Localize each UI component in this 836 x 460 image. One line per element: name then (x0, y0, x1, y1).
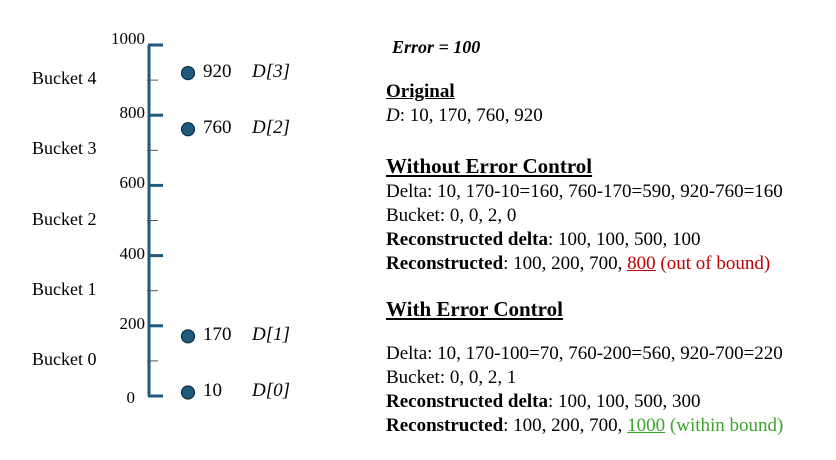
with-delta: Delta: 10, 170-100=70, 760-200=560, 920-700=220 (386, 343, 783, 364)
with-bucket: Bucket: 0, 0, 2, 1 (386, 367, 517, 388)
original-line (386, 105, 543, 127)
tick-label: 600 (119, 173, 145, 193)
point-value-label: 10 (203, 380, 222, 402)
point-name-label: D[3] (252, 61, 291, 83)
tick-label: 400 (119, 243, 145, 263)
recon-delta-label: Reconstructed delta (386, 391, 548, 412)
data-point (182, 123, 195, 136)
without-reconstructed-delta (386, 229, 701, 251)
out-of-bound-note: (out of bound) (655, 253, 771, 274)
with-recon-prefix: : 100, 200, 700, (503, 415, 628, 436)
with-error-control-heading: With Error Control (386, 297, 563, 321)
within-bound-value: 1000 (627, 415, 666, 436)
tick-label: 0 (126, 388, 135, 407)
original-var: D (386, 105, 400, 126)
bucket-label: Bucket 0 (32, 348, 97, 369)
bucket-label: Bucket 2 (32, 208, 97, 229)
point-value-label: 170 (203, 324, 232, 346)
with-reconstructed-delta (386, 391, 701, 413)
point-name-label: D[0] (252, 380, 291, 402)
with-recon-delta-values: : 100, 100, 500, 300 (548, 391, 701, 412)
data-point (182, 386, 195, 399)
within-bound-note: (within bound) (665, 415, 784, 436)
without-bucket: Bucket: 0, 0, 2, 0 (386, 205, 517, 226)
bucket-label: Bucket 3 (32, 138, 97, 159)
point-name-label: D[2] (252, 117, 291, 139)
data-point (182, 330, 195, 343)
error-title: Error = 100 (392, 37, 481, 57)
point-value-label: 920 (203, 61, 232, 83)
recon-label: Reconstructed (386, 415, 504, 436)
recon-delta-label: Reconstructed delta (386, 229, 548, 250)
data-points (182, 67, 195, 399)
data-point (182, 67, 195, 80)
without-reconstructed (386, 253, 770, 275)
bucket-label: Bucket 4 (32, 68, 97, 89)
original-heading: Original (386, 81, 455, 102)
out-of-bound-value: 800 (627, 253, 656, 274)
point-value-label: 760 (203, 117, 232, 139)
tick-label: 200 (119, 313, 145, 333)
original-values: : 10, 170, 760, 920 (399, 105, 543, 126)
without-recon-delta-values: : 100, 100, 500, 100 (548, 229, 701, 250)
point-name-label: D[1] (252, 324, 291, 346)
without-error-control-heading: Without Error Control (386, 154, 593, 178)
without-delta: Delta: 10, 170-10=160, 760-170=590, 920-760=160 (386, 181, 783, 202)
with-reconstructed (386, 415, 783, 437)
recon-label: Reconstructed (386, 253, 504, 274)
tick-label: 800 (119, 103, 145, 123)
bucket-label: Bucket 1 (32, 278, 97, 299)
without-recon-prefix: : 100, 200, 700, (503, 253, 628, 274)
tick-label: 1000 (111, 29, 145, 48)
